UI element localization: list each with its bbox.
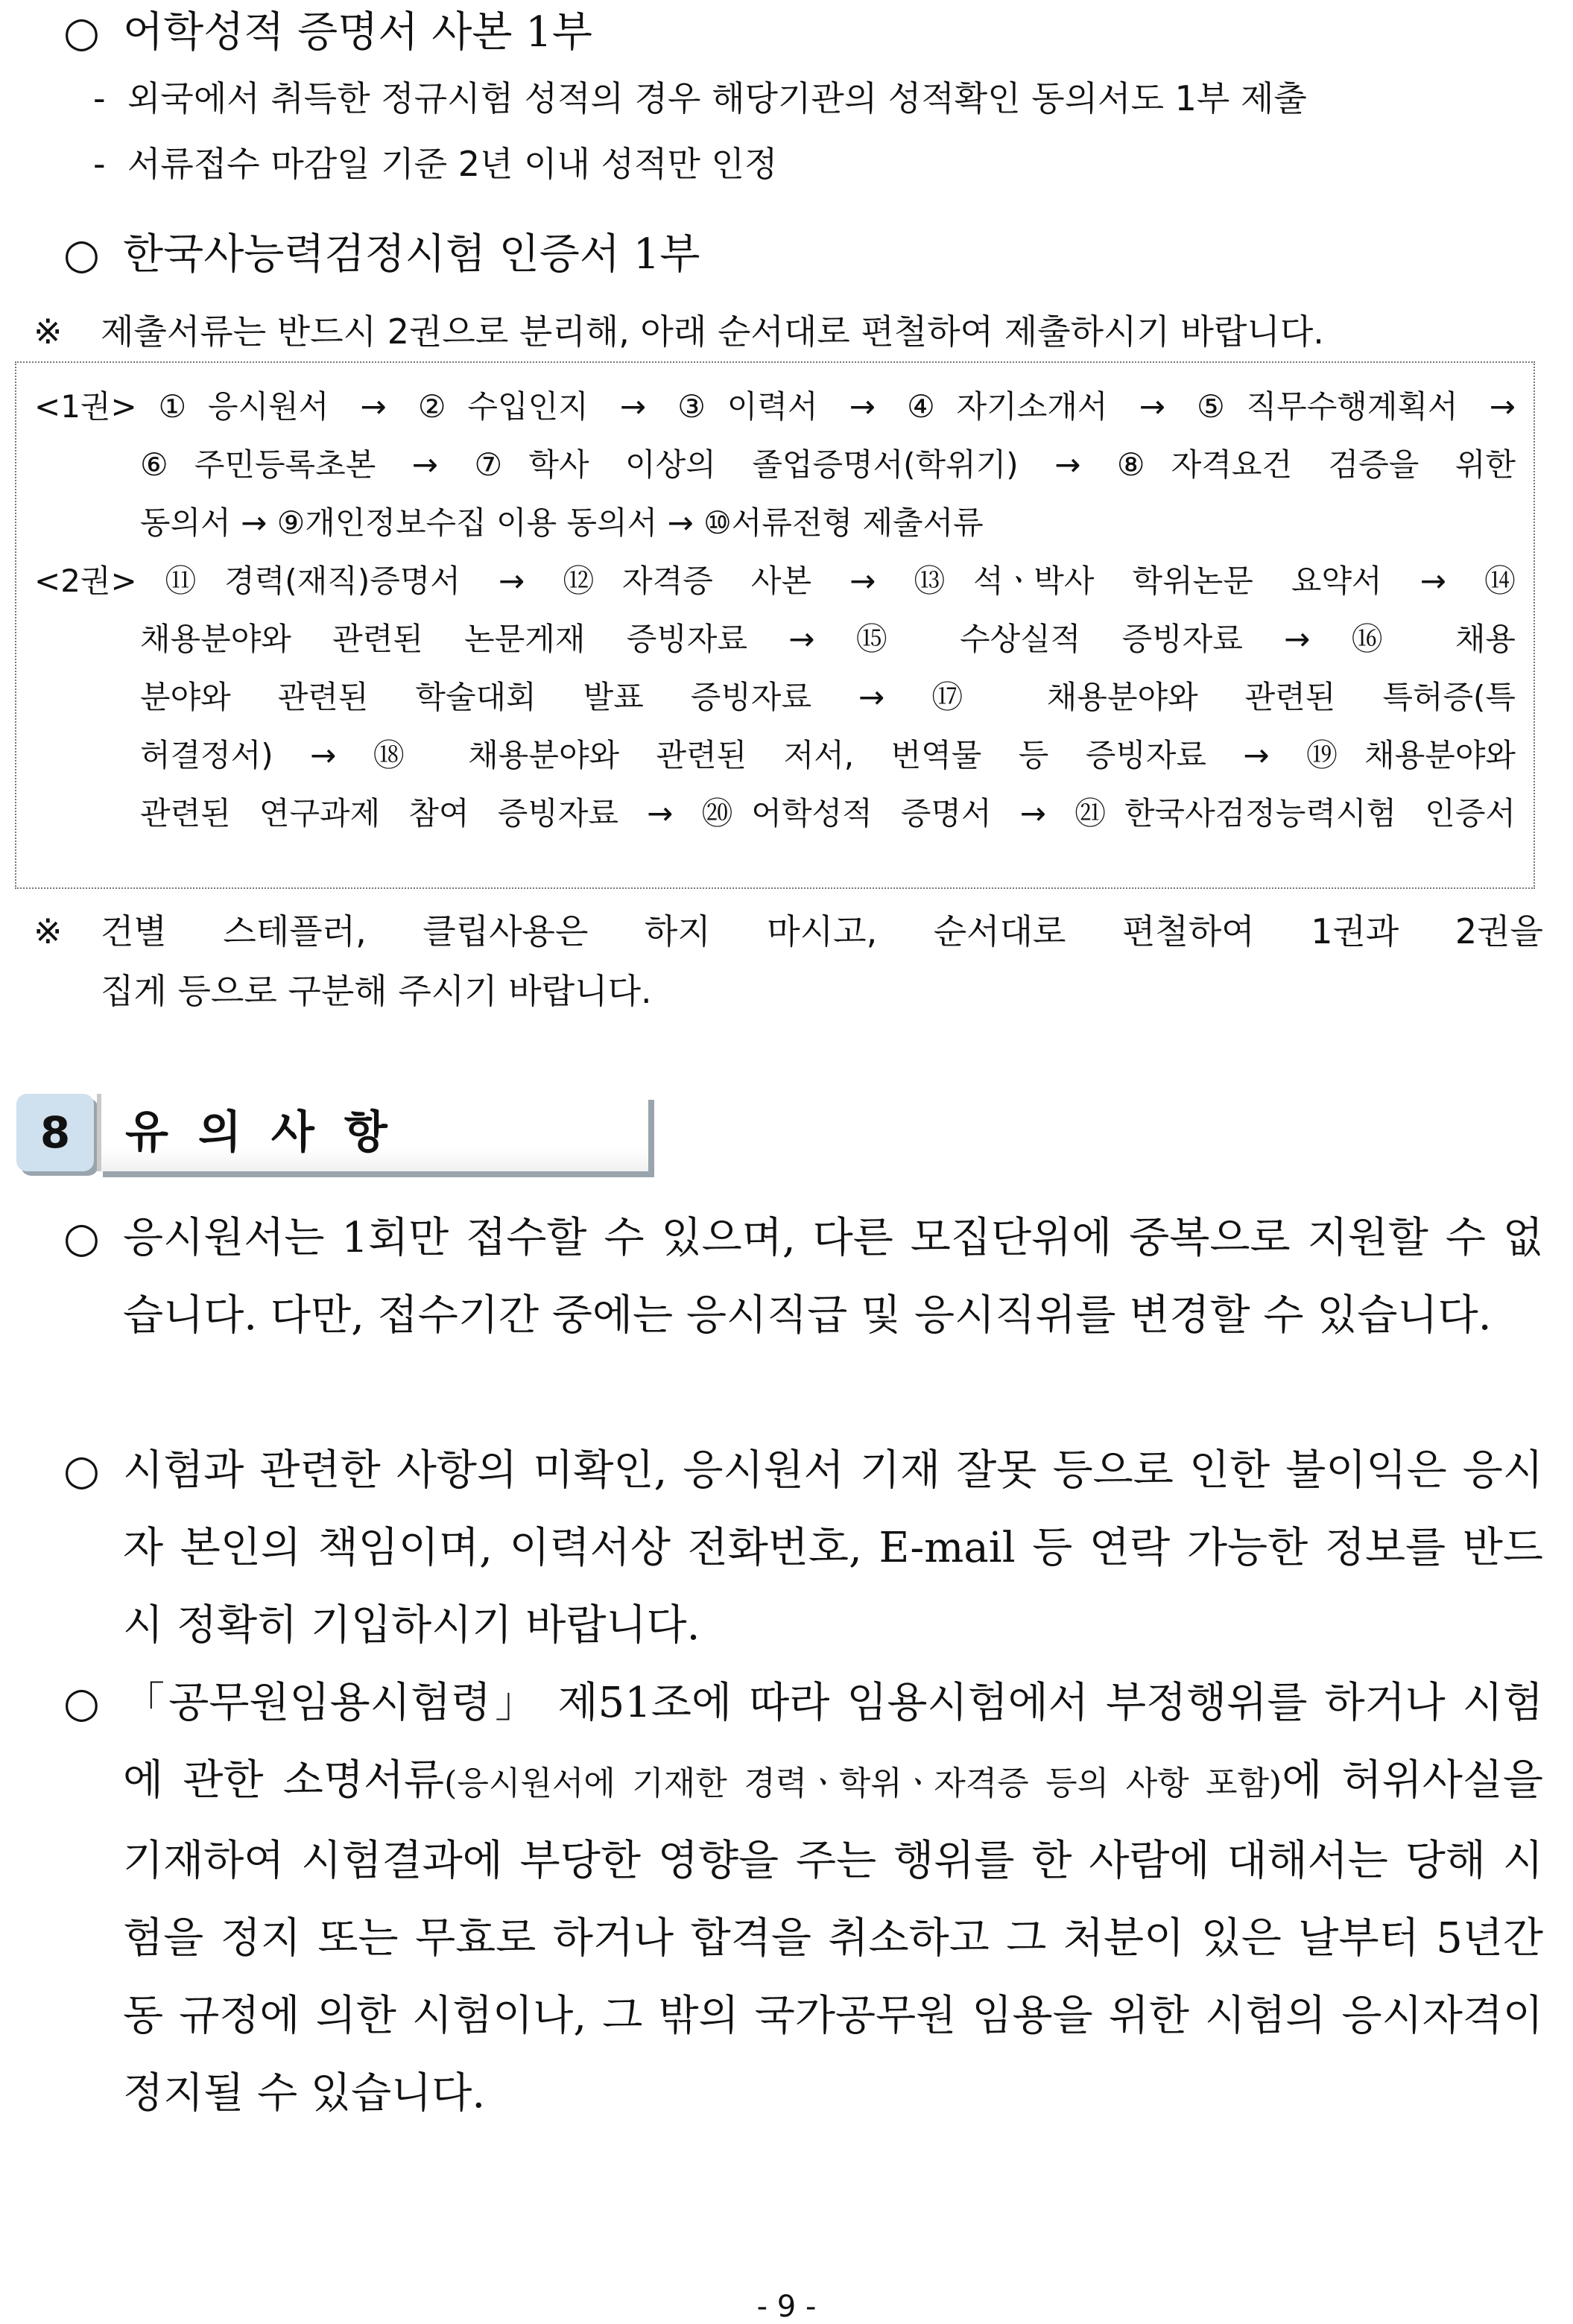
order-line: 채용분야와 관련된 논문게재 증빙자료 → ⑮ 수상실적 증빙자료 → ⑯ 채용: [140, 621, 1516, 657]
order-line: 동의서 → ⑨개인정보수집 이용 동의서 → ⑩서류전형 제출서류: [140, 504, 984, 541]
note-stapler-instruction: [34, 902, 1543, 1021]
order-line: <2권>⑪경력(재직)증명서 → ⑫자격증 사본 → ⑬석ㆍ박사 학위논문 요약서 → ⑭: [34, 563, 1516, 599]
notice-application-once: [63, 1200, 1543, 1355]
item-language-certificate: [63, 0, 1543, 72]
dash-icon: -: [93, 144, 106, 184]
note-binding-instruction: [34, 302, 1543, 361]
dash-icon: -: [93, 78, 106, 118]
circle-bullet-icon: ○: [63, 1446, 100, 1495]
sub-item-text: 외국에서 취득한 정규시험 성적의 경우 해당기관의 성적확인 동의서도 1부 제출: [127, 78, 1307, 118]
circle-bullet-icon: ○: [63, 1214, 100, 1262]
notice-text-part1: 「공무원임용시험령」 제51조에 따라 임용시험에서 부정행위를 하거나 시험에 관한 소명서류: [123, 1679, 1543, 1805]
note-text-line1: 건별 스테플러, 클립사용은 하지 마시고, 순서대로 편철하여 1권과 2권을: [101, 911, 1543, 952]
circle-bullet-icon: ○: [63, 1679, 100, 1727]
order-line: <1권>①응시원서 → ②수입인지 → ③이력서 → ④자기소개서 → ⑤직무수행계획서 →: [34, 388, 1516, 425]
sub-item-text: 서류접수 마감일 기준 2년 이내 성적만 인정: [127, 144, 778, 184]
document-order-box: [15, 361, 1535, 889]
order-line: 관련된 연구과제 참여 증빙자료 → ⑳어학성적 증명서 → ㉑한국사검정능력시험 인증서: [140, 795, 1516, 832]
notice-misconduct: [63, 1665, 1543, 2133]
sub-item-score-validity: [93, 133, 1543, 195]
sub-item-foreign-score: [93, 67, 1543, 130]
notice-text-part2: 에 허위사실을 기재하여 시험결과에 부당한 영향을 주는 행위를 한 사람에 대해서는 당해 시험을 정지 또는 무효로 하거나 합격을 취소하고 그 처분이 있은 날부터 5년간 동 규정에 의한 시험이나, 그 밖의 국가공무원 임용을 위한 시험의 응시자격이 정지될 수 있습니다.: [123, 1756, 1543, 2118]
item-text: 한국사능력검정시험 인증서 1부: [123, 230, 700, 279]
order-line: 허결정서) → ⑱ 채용분야와 관련된 저서, 번역물 등 증빙자료 → ⑲채용분야와: [140, 737, 1516, 773]
notice-applicant-responsibility: [63, 1432, 1543, 1665]
reference-mark-icon: ※: [34, 311, 63, 352]
order-line: ⑥주민등록초본 → ⑦학사 이상의 졸업증명서(학위기) → ⑧자격요건 검증을 위한: [140, 446, 1516, 483]
item-history-certificate: [63, 216, 1543, 294]
note-text-line2: 집게 등으로 구분해 주시기 바랍니다.: [101, 971, 652, 1011]
notice-text: [123, 1665, 1543, 2133]
notice-text: 응시원서는 1회만 접수할 수 있으며, 다른 모집단위에 중복으로 지원할 수 없습니다. 다만, 접수기간 중에는 응시직급 및 응시직위를 변경할 수 있습니다.: [123, 1214, 1543, 1340]
circle-bullet-icon: ○: [63, 230, 100, 279]
circle-bullet-icon: ○: [63, 8, 100, 57]
section-number-badge: 8: [16, 1094, 94, 1171]
notice-text-parenthetical: (응시원서에 기재한 경력ㆍ학위ㆍ자격증 등의 사항 포함): [444, 1764, 1282, 1802]
item-text: 어학성적 증명서 사본 1부: [123, 8, 592, 57]
page-number: - 9 -: [756, 2290, 817, 2324]
section-title: 유의사항: [97, 1094, 648, 1171]
reference-mark-icon: ※: [34, 911, 63, 952]
note-text: 제출서류는 반드시 2권으로 분리해, 아래 순서대로 편철하여 제출하시기 바랍니다.: [101, 311, 1324, 352]
notice-text: 시험과 관련한 사항의 미확인, 응시원서 기재 잘못 등으로 인한 불이익은 응시자 본인의 책임이며, 이력서상 전화번호, E-mail 등 연락 가능한 정보를 반드시 정확히 기입하시기 바랍니다.: [123, 1446, 1543, 1650]
order-line: 분야와 관련된 학술대회 발표 증빙자료 → ⑰ 채용분야와 관련된 특허증(특: [140, 679, 1516, 715]
